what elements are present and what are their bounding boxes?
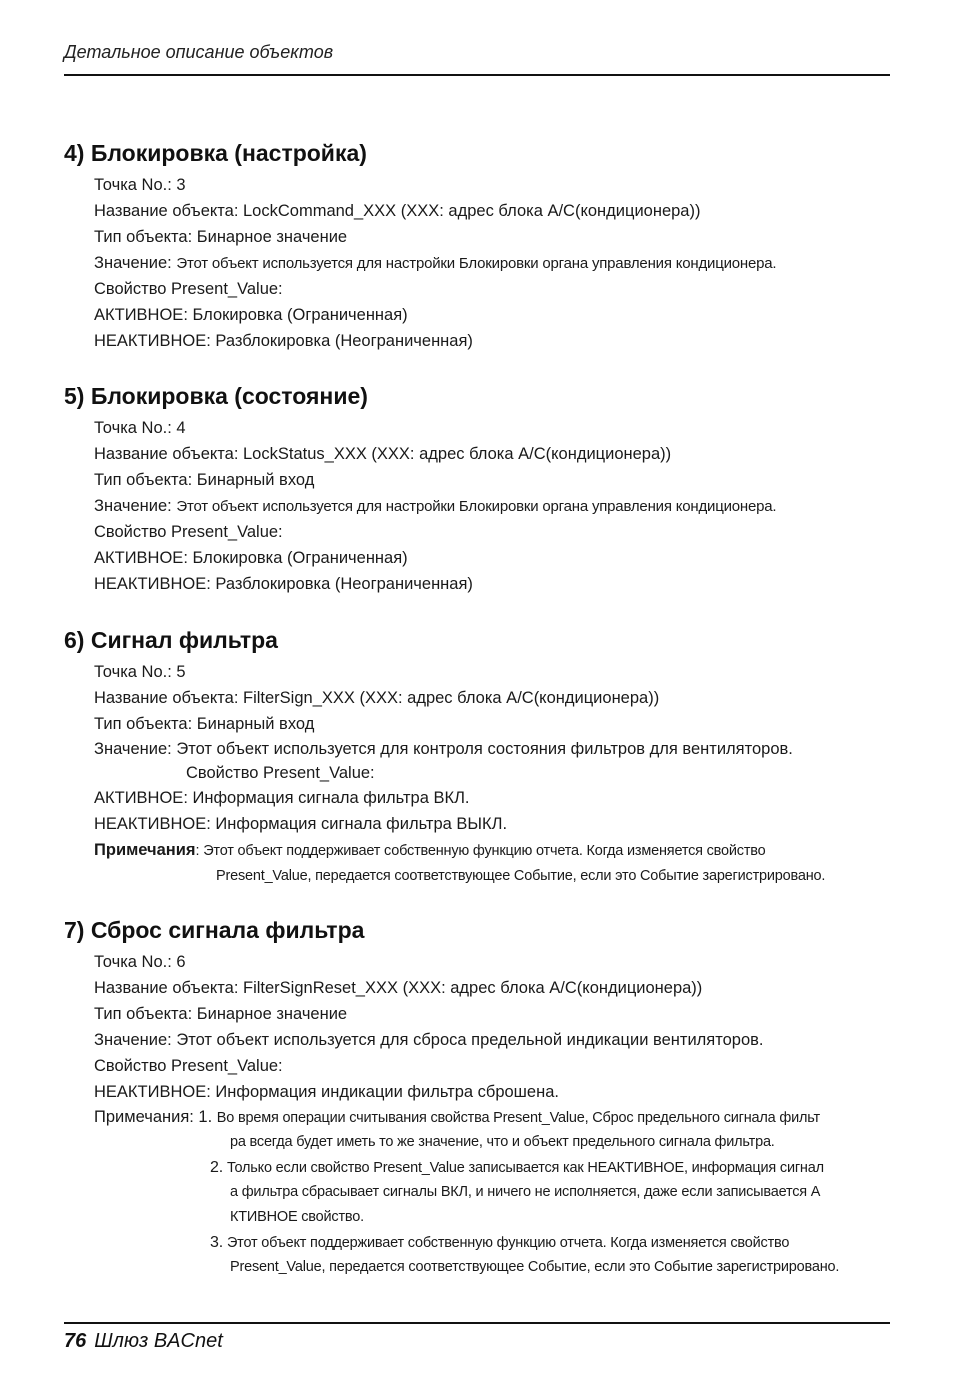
object-name: Название объекта: FilterSign_XXX (XXX: адрес блока A/C(кондиционера)) <box>94 689 660 707</box>
section-filter-sign-reset <box>64 915 894 1280</box>
note-continuation: Present_Value, передается соответствующее Событие, если это Событие зарегистрировано. <box>216 868 826 884</box>
section-title: 4) Блокировка (настройка) <box>64 140 367 166</box>
object-type: Тип объекта: Бинарное значение <box>94 228 348 246</box>
object-name: Название объекта: FilterSignReset_XXX (XXX: адрес блока A/C(кондиционера)) <box>94 979 703 997</box>
note-label: Примечания <box>94 841 196 859</box>
section-title: 7) Сброс сигнала фильтра <box>64 917 365 943</box>
inactive-state: НЕАКТИВНОЕ: Разблокировка (Неограниченная) <box>94 575 473 593</box>
note-text: Во время операции считывания свойства Present_Value, Сброс предельного сигнала фильт <box>216 1110 820 1126</box>
page-number: 76 <box>64 1330 87 1352</box>
note-text: : Этот объект поддерживает собственную функцию отчета. Когда изменяется свойство <box>195 843 766 859</box>
object-value <box>94 250 894 276</box>
value-text: Этот объект используется для настройки Блокировки органа управления кондиционера. <box>176 255 777 272</box>
object-type: Тип объекта: Бинарный вход <box>94 715 315 733</box>
footer-rule <box>64 1322 890 1324</box>
section-lock-status <box>64 381 894 597</box>
running-header: Детальное описание объектов <box>64 42 334 62</box>
note-continuation: Present_Value, передается соответствующее Событие, если это Событие зарегистрировано. <box>230 1259 840 1275</box>
point-number: Точка No.: 5 <box>94 663 186 681</box>
section-title: 6) Сигнал фильтра <box>64 627 278 653</box>
note-number: 2. <box>210 1159 223 1176</box>
footer-title: Шлюз BACnet <box>94 1330 223 1352</box>
value-label: Значение: <box>94 497 172 515</box>
note-continuation: КТИВНОЕ свойство. <box>230 1209 364 1225</box>
section-lock-command <box>64 138 894 354</box>
note-continuation: а фильтра сбрасывает сигналы ВКЛ, и ничего не исполняется, даже если записывается А <box>230 1184 821 1200</box>
value-text: Этот объект используется для настройки Блокировки органа управления кондиционера. <box>176 498 777 515</box>
object-value: Значение: Этот объект используется для сброса предельной индикации вентиляторов. <box>94 1031 764 1049</box>
object-value <box>94 493 894 519</box>
present-value-property: Свойство Present_Value: <box>94 523 283 541</box>
section-title: 5) Блокировка (состояние) <box>64 383 368 409</box>
present-value-property: Свойство Present_Value: <box>94 280 283 298</box>
inactive-state: НЕАКТИВНОЕ: Информация индикации фильтра сброшена. <box>94 1083 559 1101</box>
object-name: Название объекта: LockStatus_XXX (XXX: адрес блока A/C(кондиционера)) <box>94 445 672 463</box>
inactive-state: НЕАКТИВНОЕ: Информация сигнала фильтра ВЫКЛ. <box>94 815 508 833</box>
value-label: Значение: <box>94 254 172 272</box>
point-number: Точка No.: 4 <box>94 419 186 437</box>
note-number: 3. <box>210 1234 223 1251</box>
present-value-property: Свойство Present_Value: <box>186 764 375 782</box>
notes-item-2 <box>94 1155 894 1180</box>
note <box>94 837 894 863</box>
present-value-property: Свойство Present_Value: <box>94 1057 283 1075</box>
active-state: АКТИВНОЕ: Блокировка (Ограниченная) <box>94 549 408 567</box>
page-footer <box>64 1330 223 1353</box>
notes-item-1 <box>94 1105 894 1130</box>
point-number: Точка No.: 3 <box>94 176 186 194</box>
note-text: Этот объект поддерживает собственную функцию отчета. Когда изменяется свойство <box>226 1235 790 1251</box>
point-number: Точка No.: 6 <box>94 953 186 971</box>
active-state: АКТИВНОЕ: Информация сигнала фильтра ВКЛ. <box>94 789 470 807</box>
notes-item-3 <box>94 1230 894 1255</box>
object-name: Название объекта: LockCommand_XXX (XXX: адрес блока A/C(кондиционера)) <box>94 202 701 220</box>
active-state: АКТИВНОЕ: Блокировка (Ограниченная) <box>94 306 408 324</box>
note-text: Только если свойство Present_Value записывается как НЕАКТИВНОЕ, информация сигнал <box>226 1160 824 1176</box>
object-value: Значение: Этот объект используется для контроля состояния фильтров для вентиляторов. <box>94 740 793 758</box>
object-type: Тип объекта: Бинарное значение <box>94 1005 348 1023</box>
inactive-state: НЕАКТИВНОЕ: Разблокировка (Неограниченная) <box>94 332 473 350</box>
note-continuation: ра всегда будет иметь то же значение, что и объект предельного сигнала фильтра. <box>230 1134 775 1150</box>
header-rule <box>64 74 890 76</box>
notes-label: Примечания: 1. <box>94 1108 213 1126</box>
object-type: Тип объекта: Бинарный вход <box>94 471 315 489</box>
section-filter-sign <box>64 625 894 889</box>
